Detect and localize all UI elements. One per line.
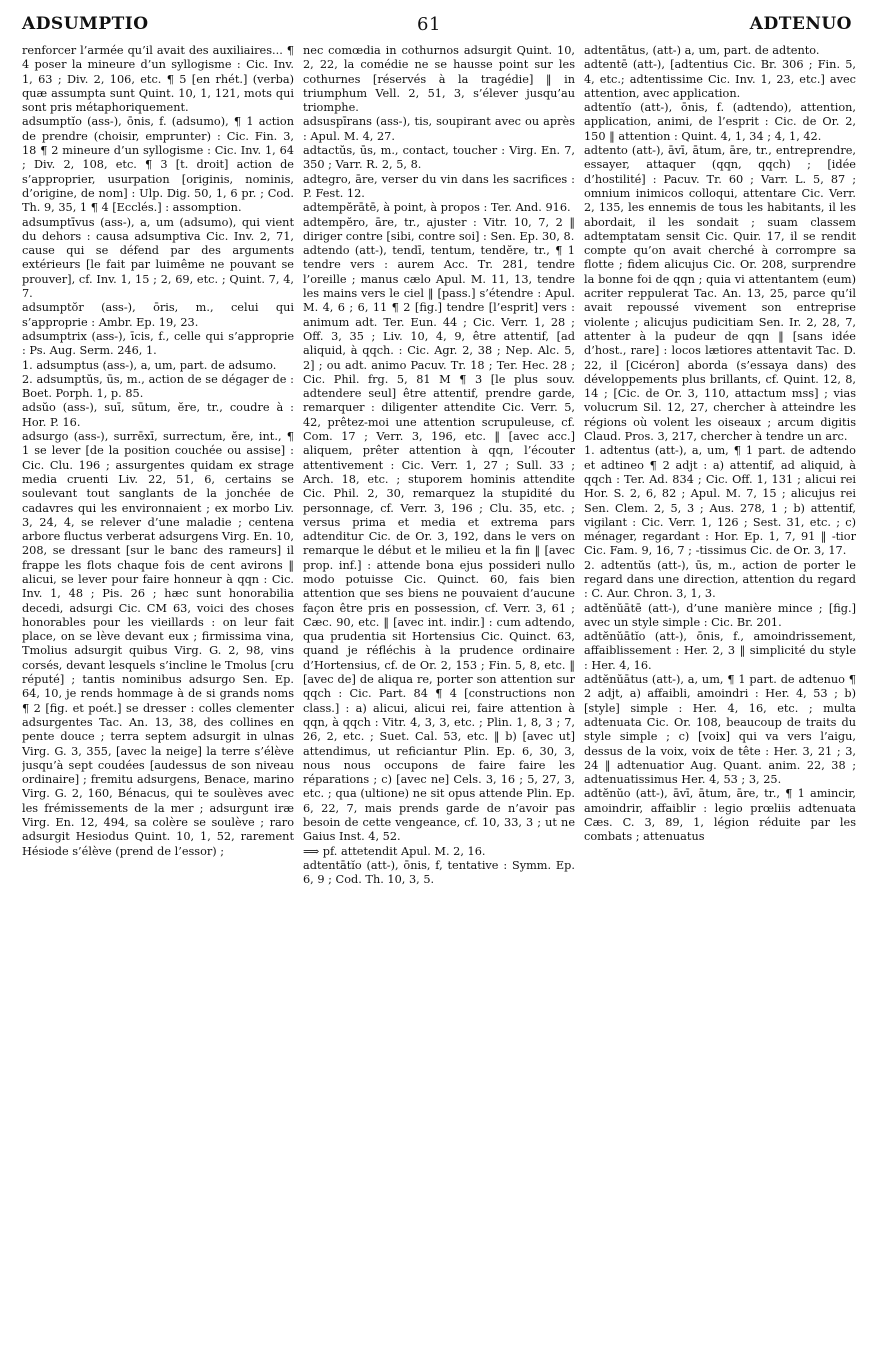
page-number: 61: [417, 14, 441, 35]
entry: adtentē (att-), [adtentius Cic. Br. 306 ; Fin. 5, 4, etc.; adtentissime Cic. Inv. 1, 23, etc.] avec attention, avec application.: [584, 58, 856, 100]
running-head-right: ADTENUO: [749, 14, 852, 34]
entry: renforcer l’armée qu’il avait des auxiliaires... ¶ 4 poser la mineure d’un syllogisme : Cic. Inv. 1, 63 ; Div. 2, 106, etc. ¶ 5 [en rhét.] (verba) quæ assumpta sunt Quint. 10, 1, 121, mots qui sont pris métaphoriquement.: [22, 44, 294, 115]
entry: adtĕnŭātus (att-), a, um, ¶ 1 part. de adtenuo ¶ 2 adjt, a) affaibli, amoindri : Her. 4, 53 ; b) [style] simple : Her. 4, 16, etc. ; multa adtenuata Cic. Or. 108, beaucoup de traits du style simple ; c) [voix] qui va vers l’aigu, dessus de la voix, voix de tête : Her. 3, 21 ; 3, 24 ‖ adtenuatior Aug. Quant. anim. 22, 38 ; adtenuatissimus Her. 4, 53 ; 3, 25.: [584, 673, 856, 787]
entry: 1. adsumptus (ass-), a, um, part. de adsumo.: [22, 358, 277, 372]
column-1: [22, 44, 294, 1344]
column-3: [584, 44, 856, 1344]
entry: adsŭo (ass-), suī, sūtum, ĕre, tr., coudre à : Hor. P. 16.: [22, 401, 294, 429]
entry: adtactŭs, ūs, m., contact, toucher : Virg. En. 7, 350 ; Varr. R. 2, 5, 8.: [303, 144, 575, 172]
entry: adtentātĭo (att-), ōnis, f, tentative : Symm. Ep. 6, 9 ; Cod. Th. 10, 3, 5.: [303, 858, 575, 887]
entry: adsumptrix (ass-), īcis, f., celle qui s’approprie : Ps. Aug. Serm. 246, 1.: [22, 329, 294, 358]
entry: adtĕnŭo (att-), āvī, ātum, āre, tr., ¶ 1 amincir, amoindrir, affaiblir : legio prœliis adtenuata Cæs. C. 3, 89, 1, légion réduite par les combats ; attenuatus: [584, 787, 856, 844]
entry: adsumptĭo (ass-), ōnis, f. (adsumo), ¶ 1 action de prendre (choisir, emprunter) : Cic. Fin. 3, 18 ¶ 2 mineure d’un syllogisme : Cic. Inv. 1, 64 ; Div. 2, 108, etc. ¶ 3 [t. droit] action de s’approprier, usurpation [originis, nominis, d’origine, de nom] : Ulp. Dig. 50, 1, 6 pr. ; Cod. Th. 9, 35, 1 ¶ 4 [Ecclés.] : assomption.: [22, 115, 294, 215]
entry: adsumptīvus (ass-), a, um (adsumo), qui vient du dehors : causa adsumptiva Cic. Inv. 2, 71, cause qui se défend par des arguments extérieurs [le fait par luimême ne pouvant se prouver], cf. Inv. 1, 15 ; 2, 69, etc. ; Quint. 7, 4, 7.: [22, 215, 294, 301]
entry: 2. adtentŭs (att-), ūs, m., action de porter le regard dans une direction, attention du regard : C. Aur. Chron. 3, 1, 3.: [584, 558, 856, 601]
entry: nec comœdia in cothurnos adsurgit Quint. 10, 2, 22, la comédie ne se hausse point sur les cothurnes [réservés à la tragédie] ‖ in triumphum Vell. 2, 51, 3, s’élever jusqu’au triomphe.: [303, 44, 575, 115]
entry: adsumptŏr (ass-), ōris, m., celui qui s’approprie : Ambr. Ep. 19, 23.: [22, 301, 294, 329]
entry: adsuspīrans (ass-), tis, soupirant avec ou après : Apul. M. 4, 27.: [303, 115, 575, 143]
entry: adtĕnŭātē (att-), d’une manière mince ; [fig.] avec un style simple : Cic. Br. 201.: [584, 601, 856, 629]
entry: adsurgo (ass-), surrēxī, surrectum, ĕre, int., ¶ 1 se lever [de la position couchée ou assise] : Cic. Clu. 196 ; assurgentes quidam ex strage media cruenti Liv. 22, 51, 6, certains se soulevant tout sanglants de la jonchée de cadavres qui les environnaient ; ex morbo Liv. 3, 24, 4, se relever d’une maladie ; centena arbore fluctus verberat adsurgens Virg. En. 10, 208, se dressant [sur le banc des rameurs] il frappe les flots chaque fois de cent avirons ‖ alicui, se lever pour faire honneur à qqn : Cic. Inv. 1, 48 ; Pis. 26 ; hæc sunt honorabilia decedi, adsurgi Cic. CM 63, voici des choses honorables pour les vieillards : on leur fait place, on se lève devant eux ; firmissima vina, Tmolius adsurgit quibus Virg. G. 2, 98, vins corsés, devant lesquels s’incline le Tmolus [cru réputé] ; tantis nominibus adsurgo Sen. Ep. 64, 10, je rends hommage à de si grands noms ¶ 2 [fig. et poét.] se dresser : colles clementer adsurgentes Tac. An. 13, 38, des collines en pente douce ; terra septem adsurgit in ulnas Virg. G. 3, 355, [avec la neige] la terre s’élève jusqu’à sept coudées [audessus de son niveau ordinaire] ; fremitu adsurgens, Benace, marino Virg. G. 2, 160, Bénacus, qui te soulèves avec les frémissements de la mer ; adsurgunt iræ Virg. En. 12, 494, sa colère se soulève ; raro adsurgit Hesiodus Quint. 10, 1, 52, rarement Hésiode s’élève (prend de l’essor) ;: [22, 430, 294, 858]
entry: adtento (att-), āvī, ātum, āre, tr., entreprendre, essayer, attaquer (qqn, qqch) ; [idée d’hostilité] : Pacuv. Tr. 60 ; Varr. L. 5, 87 ; omnium inimicos colloqui, attentare Cic. Verr. 2, 135, les ennemis de tous les habitants, il les abordait, il les sondait ; suam classem adtemptatam sensit Cic. Quir. 17, il se rendit compte qu’on avait cherché à corrompre sa flotte ; fidem alicujus Cic. Or. 208, surprendre la bonne foi de qqn ; quia vi attentantem (eum) acriter reppulerat Tac. An. 13, 25, parce qu’il avait repoussé vivement son entreprise violente ; alicujus pudicitiam Sen. Ir. 2, 28, 7, attenter à la pudeur de qqn ‖ [sans idée d’host., rare] : locos lætiores attentavit Tac. D. 22, il [Cicéron] aborda (s’essaya dans) des développements plus brillants, cf. Quint. 12, 8, 14 ; [Cic. de Or. 3, 110, attactum mss] ; vias volucrum Sil. 12, 27, chercher à atteindre les régions où volent les oiseaux ; arcum digitis Claud. Pros. 3, 217, chercher à tendre un arc.: [584, 144, 856, 444]
entry: 2. adsumptŭs, ūs, m., action de se dégager de : Boet. Porph. 1, p. 85.: [22, 372, 294, 401]
entry: adtĕnŭātĭo (att-), ōnis, f., amoindrissement, affaiblissement : Her. 2, 3 ‖ simplicité du style : Her. 4, 16.: [584, 630, 856, 672]
entry: adtegro, āre, verser du vin dans les sacrifices : P. Fest. 12.: [303, 172, 575, 200]
entry: adtendo (att-), tendī, tentum, tendĕre, tr., ¶ 1 tendre vers : aurem Acc. Tr. 281, tendre l’oreille ; manus cælo Apul. M. 11, 13, tendre les mains vers le ciel ‖ [pass.] s’étendre : Apul. M. 4, 6 ; 6, 11 ¶ 2 [fig.] tendre [l’esprit] vers : animum adt. Ter. Eun. 44 ; Cic. Verr. 1, 28 ; Off. 3, 35 ; Liv. 10, 4, 9, être attentif, [ad aliquid, à qqch. : Cic. Agr. 2, 38 ; Nep. Alc. 5, 2] ; ou adt. animo Pacuv. Tr. 18 ; Ter. Hec. 28 ; Cic. Phil. frg. 5, 81 M ¶ 3 [le plus souv. adtendere seul] être attentif, prendre garde, remarquer : diligenter attendite Cic. Verr. 5, 42, prêtez-moi une attention scrupuleuse, cf. Com. 17 ; Verr. 3, 196, etc. ‖ [avec acc.] aliquem, prêter attention à qqn, l’écouter attentivement : Cic. Verr. 1, 27 ; Sull. 33 ; Arch. 18, etc. ; stuporem hominis attendite Cic. Phil. 2, 30, remarquez la stupidité du personnage, cf. Verr. 3, 196 ; Clu. 35, etc. ; versus prima et media et extrema pars adtenditur Cic. de Or. 3, 192, dans le vers on remarque le début et le milieu et la fin ‖ [avec prop. inf.] : attende bona ejus possideri nullo modo potuisse Cic. Quinct. 60, fais bien attention que ses biens ne pouvaient d’aucune façon être pris en possession, cf. Verr. 3, 61 ; Cæc. 90, etc. ‖ [avec int. indir.] : cum adtendo, qua prudentia sit Hortensius Cic. Quinct. 63, quand je réfléchis à la prudence ordinaire d’Hortensius, cf. de Or. 2, 153 ; Fin. 5, 8, etc. ‖ [avec de] de aliqua re, porter son attention sur qqch : Cic. Part. 84 ¶ 4 [constructions non class.] : a) alicui, alicui rei, faire attention à qqn, à qqch : Vitr. 4, 3, 3, etc. ; Plin. 1, 8, 3 ; 7, 26, 2, etc. ; Suet. Cal. 53, etc. ‖ b) [avec ut] attendimus, ut reficiantur Plin. Ep. 6, 30, 3, nous nous occupons de faire faire les réparations ; c) [avec ne] Cels. 3, 16 ; 5, 27, 3, etc. ; qua (ultione) ne sit opus attende Plin. Ep. 6, 22, 7, mais prends garde de n’avoir pas besoin de cette vengeance, cf. 10, 33, 3 ; ut ne Gaius Inst. 4, 52.: [303, 244, 575, 844]
entry: 1. adtentus (att-), a, um, ¶ 1 part. de adtendo et adtineo ¶ 2 adjt : a) attentif, ad aliquid, à qqch : Ter. Ad. 834 ; Cic. Off. 1, 131 ; alicui rei Hor. S. 2, 6, 82 ; Apul. M. 7, 15 ; alicujus rei Sen. Clem. 2, 5, 3 ; Aus. 278, 1 ; b) attentif, vigilant : Cic. Verr. 1, 126 ; Sest. 31, etc. ; c) ménager, regardant : Hor. Ep. 1, 7, 91 ‖ -tior Cic. Fam. 9, 16, 7 ; -tissimus Cic. de Or. 3, 17.: [584, 444, 856, 558]
entry: adtempĕrātē, à point, à propos : Ter. And. 916.: [303, 201, 571, 215]
entry: adtempĕro, āre, tr., ajuster : Vitr. 10, 7, 2 ‖ diriger contre [sibi, contre soi] : Sen. Ep. 30, 8.: [303, 215, 575, 243]
page-header: [22, 8, 852, 48]
running-head-left: ADSUMPTIO: [22, 14, 149, 34]
entry: adtentātus, (att-) a, um, part. de adtento.: [584, 44, 820, 57]
entry: ⟹ pf. attetendit Apul. M. 2, 16.: [303, 844, 486, 858]
column-2: [303, 44, 575, 1344]
entry: adtentĭo (att-), ōnis, f. (adtendo), attention, application, animi, de l’esprit : Cic. de Or. 2, 150 ‖ attention : Quint. 4, 1, 34 ; 4, 1, 42.: [584, 101, 856, 143]
